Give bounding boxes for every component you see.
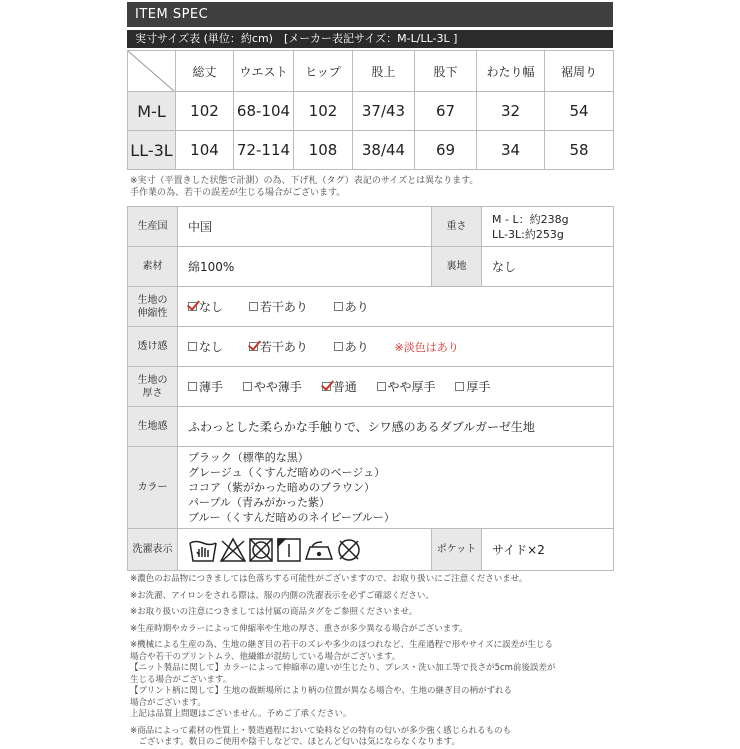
- option-label: あり: [344, 300, 369, 314]
- cell: 68-104: [234, 92, 294, 131]
- origin-value: 中国: [178, 207, 432, 247]
- note-line: 【プリント柄に関して】生地の裁断場所により柄の位置が異なる場合や、生地の継ぎ目の柄がずれる: [130, 686, 512, 696]
- color-item: ブラック（標準的な黒）: [188, 451, 309, 464]
- cell: 37/43: [353, 92, 415, 131]
- col-header: 股下: [415, 51, 477, 92]
- row-label: M-L: [128, 92, 176, 131]
- checkbox-checked-icon: [322, 382, 331, 391]
- no-dry-clean-icon: [339, 540, 359, 560]
- thickness-option[interactable]: [188, 378, 223, 395]
- cell: 102: [176, 92, 234, 131]
- pocket-value: サイド×2: [482, 529, 614, 571]
- sheer-options: [178, 327, 614, 367]
- cell: 104: [176, 131, 234, 170]
- col-header: わたり幅: [477, 51, 545, 92]
- weight-line: LL-3L:約253g: [492, 227, 564, 241]
- hand-wash-icon: [190, 541, 216, 561]
- sheer-label: 透け感: [128, 327, 178, 367]
- table-row: [128, 92, 614, 131]
- option-label: やや厚手: [387, 380, 436, 394]
- size-table-corner: [128, 51, 176, 92]
- cell: 67: [415, 92, 477, 131]
- thickness-option[interactable]: [322, 378, 357, 395]
- table-row: [128, 131, 614, 170]
- sheer-option[interactable]: [249, 338, 308, 355]
- iron-low-icon: [306, 542, 332, 559]
- option-label: 若干あり: [259, 340, 308, 354]
- weight-line: M - L：約238g: [492, 212, 569, 226]
- color-label: カラー: [128, 447, 178, 529]
- checkbox-icon: [334, 302, 343, 311]
- checkbox-icon: [377, 382, 386, 391]
- option-label: なし: [199, 340, 224, 354]
- thickness-option[interactable]: [243, 378, 302, 395]
- note-line: 【ニット製品に関して】カラーによって伸縮率の違いが生じたり、プレス・洗い加工等で長さが5cm前後誤差が: [130, 663, 556, 673]
- stretch-label: 生地の 伸縮性: [128, 287, 178, 327]
- cell: 32: [477, 92, 545, 131]
- material-value: 綿100%: [178, 247, 432, 287]
- lining-label: 裏地: [432, 247, 482, 287]
- option-label: やや薄手: [253, 380, 302, 394]
- thickness-option[interactable]: [377, 378, 436, 395]
- size-note: 手作業の為、若干の誤差が生じる場合がございます。: [130, 188, 346, 198]
- cell: 72-114: [234, 131, 294, 170]
- weight-label: 重さ: [432, 207, 482, 247]
- thickness-options: [178, 367, 614, 407]
- texture-label: 生地感: [128, 407, 178, 447]
- line-dry-shade-icon: [278, 539, 300, 561]
- checkbox-icon: [188, 342, 197, 351]
- lining-value: なし: [482, 247, 614, 287]
- note-line: ※お洗濯、アイロンをされる際は、服の内側の洗濯表示を必ずご確認ください。: [130, 590, 434, 601]
- note-line: ※濃色のお品物につきましては色落ちする可能性がございますので、お取り扱いにご注意くださいませ。: [130, 574, 528, 584]
- no-bleach-icon: [221, 539, 245, 561]
- wash-icons: [178, 529, 432, 571]
- section-title: ITEM SPEC: [127, 2, 613, 27]
- color-item: パープル（青みがかった紫）: [188, 496, 331, 509]
- origin-label: 生産国: [128, 207, 178, 247]
- size-note: ※実寸（平置きした状態で計測）の為、下げ札（タグ）表記のサイズとは異なります。: [130, 176, 479, 186]
- option-label: あり: [344, 340, 369, 354]
- note-line: 場合や若干のプリントムラ、他繊維が混紡している場合がございます。: [130, 651, 401, 662]
- thickness-option[interactable]: [455, 378, 490, 395]
- stretch-option[interactable]: [249, 298, 308, 315]
- col-header: 裾周り: [545, 51, 614, 92]
- cell: 102: [294, 92, 353, 131]
- note-line: 上記は品質上問題はございません。予めご了承ください。: [130, 709, 352, 719]
- checkbox-icon: [243, 382, 252, 391]
- note-line: ございます。数日のご使用や陰干しなどで、ほとんど匂いは気にならなくなります。: [130, 737, 460, 747]
- cell: 108: [294, 131, 353, 170]
- checkbox-icon: [334, 342, 343, 351]
- col-header: 股上: [353, 51, 415, 92]
- cell: 34: [477, 131, 545, 170]
- care-notes: [130, 574, 614, 749]
- option-label: 普通: [332, 380, 357, 394]
- row-label: LL-3L: [128, 131, 176, 170]
- note-line: 生じる場合がございます。: [130, 674, 232, 685]
- cell: 69: [415, 131, 477, 170]
- note-line: ※商品によって素材の性質上・製造過程において染料などの特有の匂いが多少強く感じられるものも: [130, 725, 512, 736]
- stretch-options: [178, 287, 614, 327]
- sheer-note: ※淡色はあり: [394, 341, 459, 354]
- cell: 54: [545, 92, 614, 131]
- size-table-caption: 実寸サイズ表 (単位：約cm) [メーカー表記サイズ：M-L/LL-3L ]: [127, 30, 613, 48]
- sheer-option[interactable]: [188, 338, 223, 355]
- stretch-option[interactable]: [334, 298, 369, 315]
- thickness-label: 生地の 厚さ: [128, 367, 178, 407]
- sheer-option[interactable]: [334, 338, 369, 355]
- cell: 38/44: [353, 131, 415, 170]
- option-label: 薄手: [199, 380, 224, 394]
- color-item: ココア（紫がかった暗めのブラウン）: [188, 481, 375, 494]
- checkbox-icon: [188, 382, 197, 391]
- note-line: ※生産時期やカラーによって伸縮率や生地の厚さ、重さが多少異なる場合がございます。: [130, 623, 468, 634]
- checkbox-icon: [455, 382, 464, 391]
- option-label: 厚手: [466, 380, 491, 394]
- col-header: ウエスト: [234, 51, 294, 92]
- color-list: [178, 447, 614, 529]
- pocket-label: ポケット: [432, 529, 482, 571]
- checkbox-checked-icon: [188, 302, 197, 311]
- checkbox-icon: [249, 302, 258, 311]
- col-header: ヒップ: [294, 51, 353, 92]
- no-tumble-dry-icon: [250, 539, 272, 561]
- texture-value: ふわっとした柔らかな手触りで、シワ感のあるダブルガーゼ生地: [178, 407, 614, 447]
- stretch-option[interactable]: [188, 298, 223, 315]
- option-label: なし: [199, 300, 224, 314]
- size-table: [127, 50, 614, 170]
- color-item: グレージュ（くすんだ暗めのベージュ）: [188, 466, 386, 479]
- note-line: ※お取り扱いの注意につきましては付属の商品タグをご参照くださいませ。: [130, 607, 418, 617]
- note-line: ※機械による生産の為、生地の継ぎ目の若干のズレや多少のほつれなど、生産過程で形やサイズに誤差が生じる: [130, 640, 553, 650]
- checkbox-checked-icon: [249, 342, 258, 351]
- color-item: ブルー（くすんだ暗めのネイビーブルー）: [188, 511, 395, 524]
- col-header: 総丈: [176, 51, 234, 92]
- cell: 58: [545, 131, 614, 170]
- spec-table: [127, 206, 614, 571]
- option-label: 若干あり: [259, 300, 308, 314]
- note-line: 場合がございます。: [130, 697, 206, 708]
- material-label: 素材: [128, 247, 178, 287]
- wash-label: 洗濯表示: [128, 529, 178, 571]
- weight-value: [482, 207, 614, 247]
